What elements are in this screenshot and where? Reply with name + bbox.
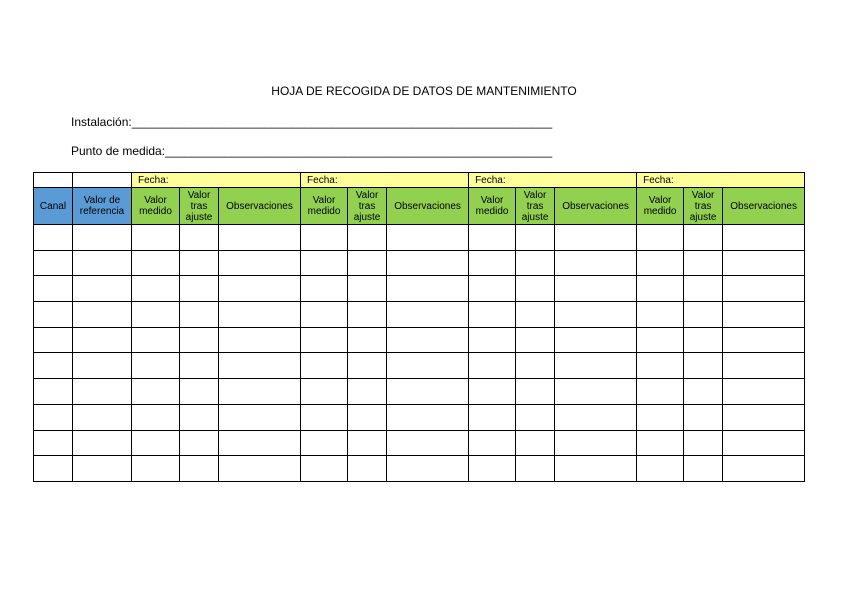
table-cell[interactable]: [219, 250, 301, 276]
table-row: [34, 456, 805, 482]
table-cell[interactable]: [34, 276, 73, 302]
table-cell[interactable]: [387, 225, 469, 251]
table-cell[interactable]: [301, 456, 348, 482]
header-measured: Valor medido: [637, 188, 684, 225]
table-cell[interactable]: [555, 276, 637, 302]
header-adjusted: Valor tras ajuste: [684, 188, 723, 225]
installation-field: Instalación:_______________________________________________________________: [71, 115, 553, 129]
table-row: [34, 276, 805, 302]
header-measured: Valor medido: [469, 188, 516, 225]
header-adjusted: Valor tras ajuste: [516, 188, 555, 225]
table-cell[interactable]: [180, 225, 219, 251]
blank-cell: [73, 173, 132, 188]
table-cell[interactable]: [34, 327, 73, 353]
table-cell[interactable]: [73, 353, 132, 379]
table-cell[interactable]: [348, 327, 387, 353]
table-cell[interactable]: [684, 276, 723, 302]
table-cell[interactable]: [516, 250, 555, 276]
table-cell[interactable]: [34, 353, 73, 379]
table-cell[interactable]: [301, 302, 348, 328]
table-cell[interactable]: [555, 353, 637, 379]
table-row: [34, 353, 805, 379]
date-cell[interactable]: Fecha:: [637, 173, 805, 188]
table-cell[interactable]: [180, 250, 219, 276]
table-cell[interactable]: [555, 430, 637, 456]
table-cell[interactable]: [301, 276, 348, 302]
table-cell[interactable]: [219, 353, 301, 379]
table-cell[interactable]: [723, 250, 805, 276]
table-cell[interactable]: [301, 327, 348, 353]
table-cell[interactable]: [73, 430, 132, 456]
table-cell[interactable]: [73, 276, 132, 302]
header-observations: Observaciones: [555, 188, 637, 225]
table-cell[interactable]: [684, 327, 723, 353]
table-body: [34, 173, 805, 482]
table-cell[interactable]: [684, 430, 723, 456]
table-cell[interactable]: [219, 302, 301, 328]
table-cell[interactable]: [387, 353, 469, 379]
header-reference: Valor de referencia: [73, 188, 132, 225]
measure-point-field: Punto de medida:__________________________________________________________: [71, 144, 553, 158]
table-row: [34, 327, 805, 353]
table-cell[interactable]: [723, 456, 805, 482]
table-cell[interactable]: [387, 250, 469, 276]
table-cell[interactable]: [469, 456, 516, 482]
table-cell[interactable]: [469, 379, 516, 405]
table-cell[interactable]: [180, 353, 219, 379]
header-observations: Observaciones: [723, 188, 805, 225]
table-cell[interactable]: [684, 302, 723, 328]
maintenance-table: [33, 172, 805, 482]
table-cell[interactable]: [516, 353, 555, 379]
table-cell[interactable]: [219, 456, 301, 482]
table-cell[interactable]: [180, 430, 219, 456]
table-cell[interactable]: [516, 302, 555, 328]
table-cell[interactable]: [348, 379, 387, 405]
table-row: [34, 430, 805, 456]
table-cell[interactable]: [219, 225, 301, 251]
table-cell[interactable]: [516, 430, 555, 456]
table-cell[interactable]: [469, 353, 516, 379]
table-cell[interactable]: [516, 225, 555, 251]
table-row: [34, 250, 805, 276]
table-cell[interactable]: [34, 430, 73, 456]
table-cell[interactable]: [180, 327, 219, 353]
table-cell[interactable]: [469, 404, 516, 430]
table-cell[interactable]: [469, 250, 516, 276]
table-cell[interactable]: [516, 276, 555, 302]
date-cell[interactable]: Fecha:: [132, 173, 301, 188]
table-cell[interactable]: [73, 302, 132, 328]
page-title: HOJA DE RECOGIDA DE DATOS DE MANTENIMIENTO: [271, 84, 577, 98]
table-cell[interactable]: [684, 250, 723, 276]
table-cell[interactable]: [301, 250, 348, 276]
table-cell[interactable]: [637, 379, 684, 405]
table-cell[interactable]: [180, 276, 219, 302]
table-cell[interactable]: [637, 353, 684, 379]
table-cell[interactable]: [684, 379, 723, 405]
table-cell[interactable]: [555, 225, 637, 251]
date-cell[interactable]: Fecha:: [469, 173, 637, 188]
table-cell[interactable]: [132, 456, 180, 482]
table-cell[interactable]: [132, 404, 180, 430]
table-cell[interactable]: [555, 404, 637, 430]
table-cell[interactable]: [723, 302, 805, 328]
table-cell[interactable]: [723, 430, 805, 456]
table-cell[interactable]: [555, 456, 637, 482]
table-row: [34, 404, 805, 430]
table-cell[interactable]: [555, 379, 637, 405]
table-cell[interactable]: [469, 430, 516, 456]
table-cell[interactable]: [132, 353, 180, 379]
table-cell[interactable]: [723, 327, 805, 353]
table-cell[interactable]: [387, 430, 469, 456]
table-cell[interactable]: [132, 225, 180, 251]
table-cell[interactable]: [516, 456, 555, 482]
header-adjusted: Valor tras ajuste: [348, 188, 387, 225]
table-cell[interactable]: [637, 456, 684, 482]
table-cell[interactable]: [132, 302, 180, 328]
table-cell[interactable]: [348, 430, 387, 456]
table-cell[interactable]: [469, 327, 516, 353]
table-cell[interactable]: [301, 404, 348, 430]
table-cell[interactable]: [132, 379, 180, 405]
table-cell[interactable]: [301, 225, 348, 251]
table-cell[interactable]: [637, 250, 684, 276]
table-cell[interactable]: [348, 404, 387, 430]
table-cell[interactable]: [73, 456, 132, 482]
table-cell[interactable]: [180, 379, 219, 405]
table-cell[interactable]: [301, 430, 348, 456]
table-cell[interactable]: [348, 250, 387, 276]
table-cell[interactable]: [180, 302, 219, 328]
table-cell[interactable]: [516, 379, 555, 405]
table-cell[interactable]: [637, 302, 684, 328]
table-cell[interactable]: [132, 327, 180, 353]
table-cell[interactable]: [723, 353, 805, 379]
table-cell[interactable]: [219, 276, 301, 302]
header-adjusted: Valor tras ajuste: [180, 188, 219, 225]
table-cell[interactable]: [684, 353, 723, 379]
header-channel: Canal: [34, 188, 73, 225]
table-cell[interactable]: [132, 430, 180, 456]
table-cell[interactable]: [180, 404, 219, 430]
table-cell[interactable]: [348, 353, 387, 379]
header-measured: Valor medido: [301, 188, 348, 225]
table-cell[interactable]: [387, 456, 469, 482]
table-cell[interactable]: [34, 456, 73, 482]
table-cell[interactable]: [34, 225, 73, 251]
table-cell[interactable]: [684, 456, 723, 482]
header-measured: Valor medido: [132, 188, 180, 225]
table-cell[interactable]: [723, 276, 805, 302]
table-cell[interactable]: [637, 404, 684, 430]
table-cell[interactable]: [723, 404, 805, 430]
table-cell[interactable]: [723, 225, 805, 251]
table-cell[interactable]: [555, 250, 637, 276]
table-cell[interactable]: [73, 327, 132, 353]
table-cell[interactable]: [387, 379, 469, 405]
table-cell[interactable]: [219, 430, 301, 456]
table-row: [34, 379, 805, 405]
date-cell[interactable]: Fecha:: [301, 173, 469, 188]
table-cell[interactable]: [469, 302, 516, 328]
table-cell[interactable]: [348, 456, 387, 482]
table-cell[interactable]: [516, 404, 555, 430]
table-cell[interactable]: [684, 404, 723, 430]
date-row: [34, 173, 805, 188]
table-cell[interactable]: [348, 302, 387, 328]
table-cell[interactable]: [684, 225, 723, 251]
table-cell[interactable]: [73, 225, 132, 251]
table-cell[interactable]: [469, 225, 516, 251]
table-cell[interactable]: [34, 302, 73, 328]
table-cell[interactable]: [34, 250, 73, 276]
table-cell[interactable]: [387, 327, 469, 353]
table-cell[interactable]: [555, 302, 637, 328]
table-cell[interactable]: [34, 404, 73, 430]
header-observations: Observaciones: [387, 188, 469, 225]
table-cell[interactable]: [301, 353, 348, 379]
table-cell[interactable]: [637, 327, 684, 353]
table-cell[interactable]: [34, 379, 73, 405]
table-cell[interactable]: [348, 225, 387, 251]
blank-cell: [34, 173, 73, 188]
table-cell[interactable]: [637, 430, 684, 456]
header-observations: Observaciones: [219, 188, 301, 225]
table-cell[interactable]: [387, 302, 469, 328]
table-cell[interactable]: [348, 276, 387, 302]
table-cell[interactable]: [301, 379, 348, 405]
table-cell[interactable]: [73, 250, 132, 276]
table-cell[interactable]: [180, 456, 219, 482]
table-cell[interactable]: [219, 404, 301, 430]
table-cell[interactable]: [387, 276, 469, 302]
table-cell[interactable]: [637, 276, 684, 302]
table-cell[interactable]: [637, 225, 684, 251]
table-cell[interactable]: [387, 404, 469, 430]
table-cell[interactable]: [219, 327, 301, 353]
table-cell[interactable]: [555, 327, 637, 353]
table-cell[interactable]: [469, 276, 516, 302]
table-cell[interactable]: [516, 327, 555, 353]
table-cell[interactable]: [132, 276, 180, 302]
table-row: [34, 302, 805, 328]
table-cell[interactable]: [132, 250, 180, 276]
table-cell[interactable]: [723, 379, 805, 405]
table-cell[interactable]: [73, 379, 132, 405]
table-row: [34, 225, 805, 251]
table-cell[interactable]: [73, 404, 132, 430]
header-row: [34, 188, 805, 225]
table-cell[interactable]: [219, 379, 301, 405]
